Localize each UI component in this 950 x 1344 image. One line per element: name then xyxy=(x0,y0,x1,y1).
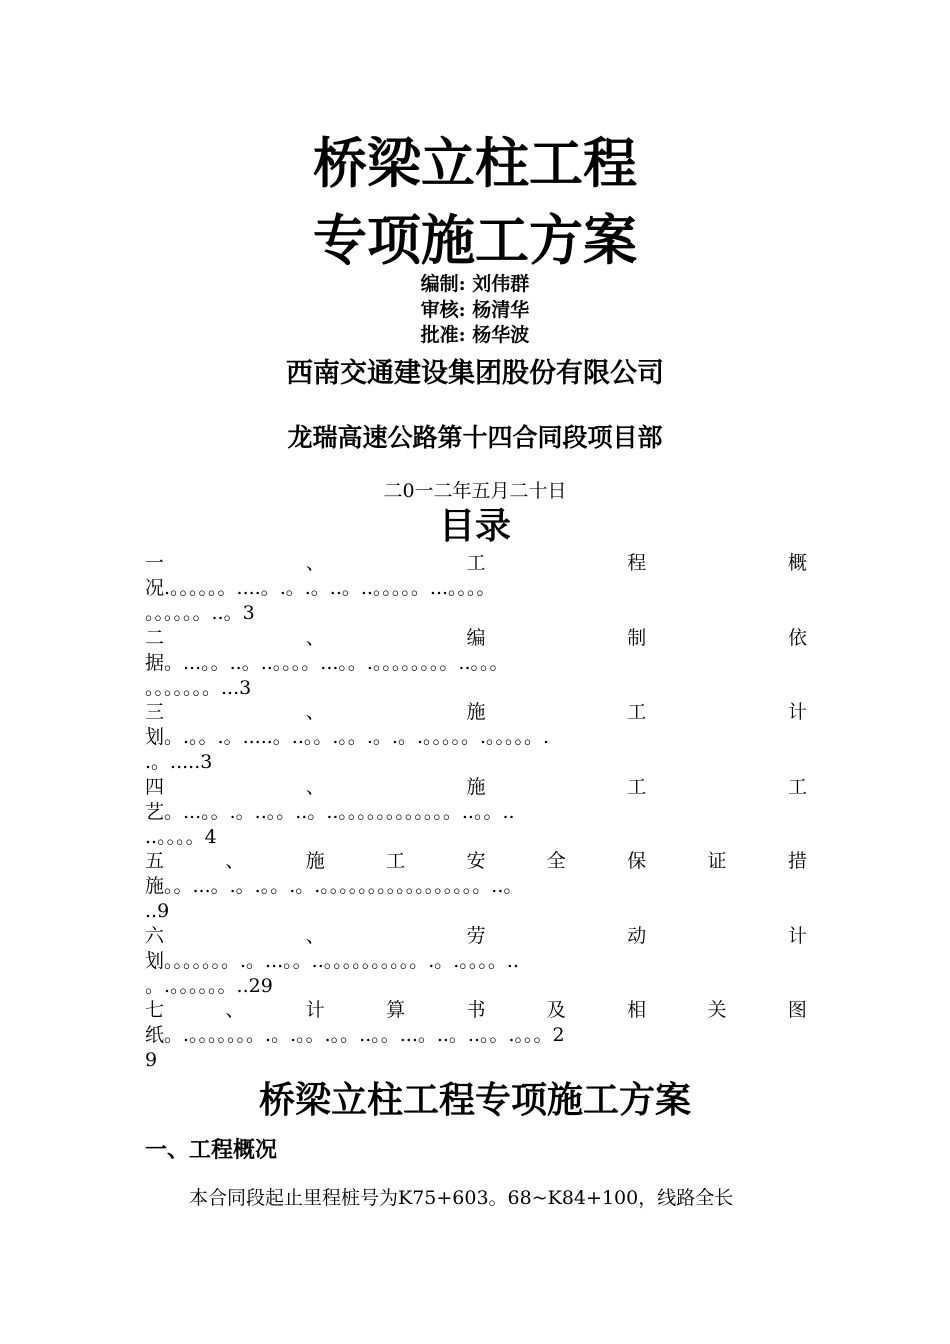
signature-reviewer: 审核: 杨清华 xyxy=(420,299,530,321)
toc-entry-heading xyxy=(145,551,807,576)
toc-entry-leader: 况.。。。。。。....。.。.。..。..。。。。。...。。。。 xyxy=(145,577,496,599)
toc-entry-leader: 划。.。。.。.....。..。。.。。.。.。.。。。。。.。。。。。. xyxy=(145,726,550,748)
toc-heading-char: 二 xyxy=(145,626,165,649)
toc-heading-char: 劳 xyxy=(466,924,486,947)
toc-entry-leader: 施。。...。.。.。。.。.。。。。。。。。。。。。。。。。。..。 xyxy=(145,875,523,897)
toc-heading-char: 三 xyxy=(145,701,165,723)
toc-heading-char: 工 xyxy=(787,775,807,798)
toc-entry[interactable] xyxy=(145,775,807,850)
toc-entry-page: 。.。。。。。。..29 xyxy=(145,974,273,997)
toc-heading-char: 保 xyxy=(627,850,647,872)
toc-entry-leader: 据。...。。..。..。。。。...。。.。。。。。。。。..。。。 xyxy=(145,651,509,674)
toc-heading-char: 证 xyxy=(707,850,727,872)
toc-heading-char: 依 xyxy=(787,626,807,649)
toc-entry-heading xyxy=(145,998,807,1023)
toc-heading-char: 六 xyxy=(145,924,165,947)
toc-entry-heading xyxy=(145,700,807,725)
section-paragraph: 本合同段起止里程桩号为K75+603。68~K84+100，线路全长 xyxy=(189,1187,734,1209)
toc-heading-char: 关 xyxy=(707,999,727,1021)
toc-heading-char: 、 xyxy=(305,924,325,947)
toc-entry-page: 。。。。。。..。3 xyxy=(145,602,255,624)
toc-entry-heading xyxy=(145,849,807,874)
toc-entry-page: ..。。。。4 xyxy=(145,825,217,848)
toc-heading-char: 书 xyxy=(466,999,486,1021)
toc-heading-char: 工 xyxy=(466,552,486,574)
toc-heading-char: 计 xyxy=(787,924,807,947)
toc-heading-char: 施 xyxy=(466,701,486,723)
toc-heading-char: 、 xyxy=(305,552,325,574)
toc-heading-char: 工 xyxy=(627,701,647,723)
toc-entry[interactable] xyxy=(145,924,807,999)
toc-entry-page: .。.....3 xyxy=(145,751,213,773)
signature-compiler: 编制: 刘伟群 xyxy=(420,273,530,295)
toc-heading-char: 概 xyxy=(787,552,807,574)
toc-heading-char: 施 xyxy=(305,850,325,872)
toc-entry-leader: 艺。...。。.。..。。..。..。。。。。。。。。。。。..。。.. xyxy=(145,800,515,823)
toc-heading-char: 、 xyxy=(305,775,325,798)
toc-heading-char: 、 xyxy=(305,626,325,649)
toc-entry-page: 9 xyxy=(145,1049,158,1071)
toc-entry-page: ..9 xyxy=(145,900,170,922)
toc-heading-char: 措 xyxy=(787,850,807,872)
document-date: 二0一二年五月二十日 xyxy=(383,480,567,502)
toc-heading-char: 施 xyxy=(466,775,486,798)
toc-heading-char: 工 xyxy=(627,775,647,798)
document-heading: 桥梁立柱工程专项施工方案 xyxy=(258,1079,691,1121)
toc-heading-char: 编 xyxy=(466,626,486,649)
toc-heading-char: 五 xyxy=(145,850,165,872)
toc-heading-char: 、 xyxy=(225,850,245,872)
toc-heading-char: 计 xyxy=(787,701,807,723)
toc-heading-char: 、 xyxy=(305,701,325,723)
toc-heading-char: 计 xyxy=(305,999,325,1021)
toc-entry[interactable] xyxy=(145,626,807,701)
signature-approver: 批准: 杨华波 xyxy=(420,324,530,346)
toc-heading-char: 七 xyxy=(145,999,165,1021)
toc-entry-heading xyxy=(145,775,807,800)
toc-entry-page: 。。。。。。。...3 xyxy=(145,676,252,699)
project-department: 龙瑞高速公路第十四合同段项目部 xyxy=(287,423,663,452)
toc-entry[interactable] xyxy=(145,849,807,924)
toc-heading-char: 四 xyxy=(145,775,165,798)
toc-entry[interactable] xyxy=(145,551,807,626)
toc-heading-char: 及 xyxy=(546,999,566,1021)
cover-title-line1: 桥梁立柱工程 xyxy=(313,131,637,195)
toc-heading-char: 安 xyxy=(466,850,486,872)
toc-heading-char: 程 xyxy=(627,552,647,574)
section-title: 一、工程概况 xyxy=(145,1138,278,1163)
toc-entry[interactable] xyxy=(145,700,807,775)
company-name: 西南交通建设集团股份有限公司 xyxy=(286,358,664,389)
toc-entry-leader: 划。。。。。。。.。...。。..。。。。。。。。。。.。.。。。。.. xyxy=(145,949,519,972)
toc-heading-char: 相 xyxy=(627,999,647,1021)
toc-heading-char: 制 xyxy=(627,626,647,649)
toc-entry-leader: 纸。.。。。。。。。.。.。。.。。..。。...。..。..。。.。。。2 xyxy=(145,1024,565,1046)
toc-heading-char: 、 xyxy=(225,999,245,1021)
toc-heading-char: 动 xyxy=(627,924,647,947)
toc-entry-heading xyxy=(145,924,807,949)
toc-heading-char: 一 xyxy=(145,552,165,574)
toc-title: 目录 xyxy=(438,505,511,547)
toc-heading-char: 算 xyxy=(386,999,406,1021)
cover-title-line2: 专项施工方案 xyxy=(313,208,637,272)
toc-entry[interactable] xyxy=(145,998,807,1073)
toc-heading-char: 图 xyxy=(787,999,807,1021)
toc-heading-char: 全 xyxy=(546,850,566,872)
toc-heading-char: 工 xyxy=(386,850,406,872)
toc-entry-heading xyxy=(145,626,807,651)
